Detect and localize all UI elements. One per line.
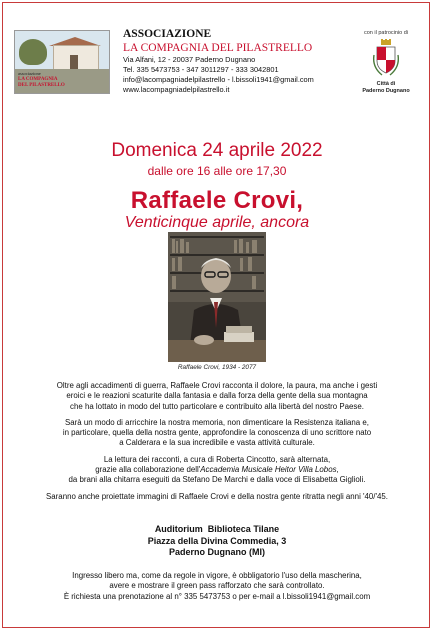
association-website[interactable]: www.lacompagniadelpilastrello.it [123, 85, 230, 94]
entry-notes [20, 571, 414, 602]
description-paragraph-3: La lettura dei racconti, a cura di Roberta Cincotto, sarà alternata, grazie alla collaborazione dell'Accademia Musicale Heitor Villa Lobos, da brani alla chitarra eseguiti da Stefano De Marchi e dalla voce di Elisabetta Giglioli. [68, 454, 366, 485]
association-label: ASSOCIAZIONE [123, 28, 212, 40]
association-phone: Tel. 335 5473753 - 347 3011297 - 333 3042801 [123, 65, 279, 74]
association-emails: info@lacompagniadelpilastrello - l.bissoli1941@gmail.com [123, 75, 314, 84]
logo-tree [19, 39, 47, 65]
venue-city: Paderno Dugnano (MI) [169, 547, 265, 557]
patronage-city-line2: Paderno Dugnano [362, 88, 410, 94]
description-paragraph-4: Saranno anche proiettate immagini di Raffaele Crovi e della nostra gente ritratta negli anni '40/'45. [46, 491, 388, 501]
association-address: Via Alfani, 12 - 20037 Paderno Dugnano [123, 55, 256, 64]
venue-block [0, 524, 434, 559]
booking-note: È richiesta una prenotazione al n° 335 5473753 o per e-mail a l.bissoli1941@gmail.com [63, 591, 371, 601]
venue-name: Auditorium Biblioteca Tilane [154, 524, 280, 534]
logo-label: associazione LA COMPAGNIA DEL PILASTRELLO [18, 71, 65, 88]
association-logo [14, 30, 110, 94]
event-date: Domenica 24 aprile 2022 [111, 140, 323, 161]
event-title: Venticinque aprile, ancora [124, 214, 310, 231]
photo-caption: Raffaele Crovi, 1934 - 2077 [177, 364, 257, 371]
venue-address: Piazza della Divina Commedia, 3 [147, 535, 287, 546]
logo-door [70, 55, 78, 69]
description-paragraph-2: Sarà un modo di arricchire la nostra memoria, non dimenticare la Resistenza italiana e, in particolare, quella della nostra gente, approfondire la conoscenza di uno scrittore nato a Calderara e la sua incredibile e vasta attività culturale. [62, 417, 372, 448]
entry-note-2: avere e mostrare il green pass rafforzato che sarà controllato. [109, 581, 325, 591]
description-paragraph-1: Oltre agli accadimenti di guerra, Raffaele Crovi racconta il dolore, la paura, ma anche i gesti eroici e le reazioni scaturite dalla fantasia e dalla forza della gente della sua montagna che ha lottato in modo del tutto particolare e contribuito alla libertà del nostro Paese. [56, 381, 378, 411]
event-description [20, 381, 414, 508]
author-name: Raffaele Crovi, [130, 187, 304, 214]
entry-note-1: Ingresso libero ma, come da regole in vigore, è obbligatorio l'uso della mascherina, [72, 571, 362, 580]
association-name: LA COMPAGNIA DEL PILASTRELLO [123, 42, 313, 54]
event-hours: dalle ore 16 alle ore 17,30 [147, 164, 287, 178]
patronage-city-line1: Città di [376, 81, 396, 87]
patronage-block [356, 30, 416, 95]
association-info [123, 28, 353, 95]
patronage-label: con il patrocinio di [363, 30, 409, 36]
author-photo [168, 232, 266, 362]
city-crest-icon [372, 39, 400, 79]
academy-name: Accademia Musicale Heitor Villa Lobos [200, 465, 337, 475]
